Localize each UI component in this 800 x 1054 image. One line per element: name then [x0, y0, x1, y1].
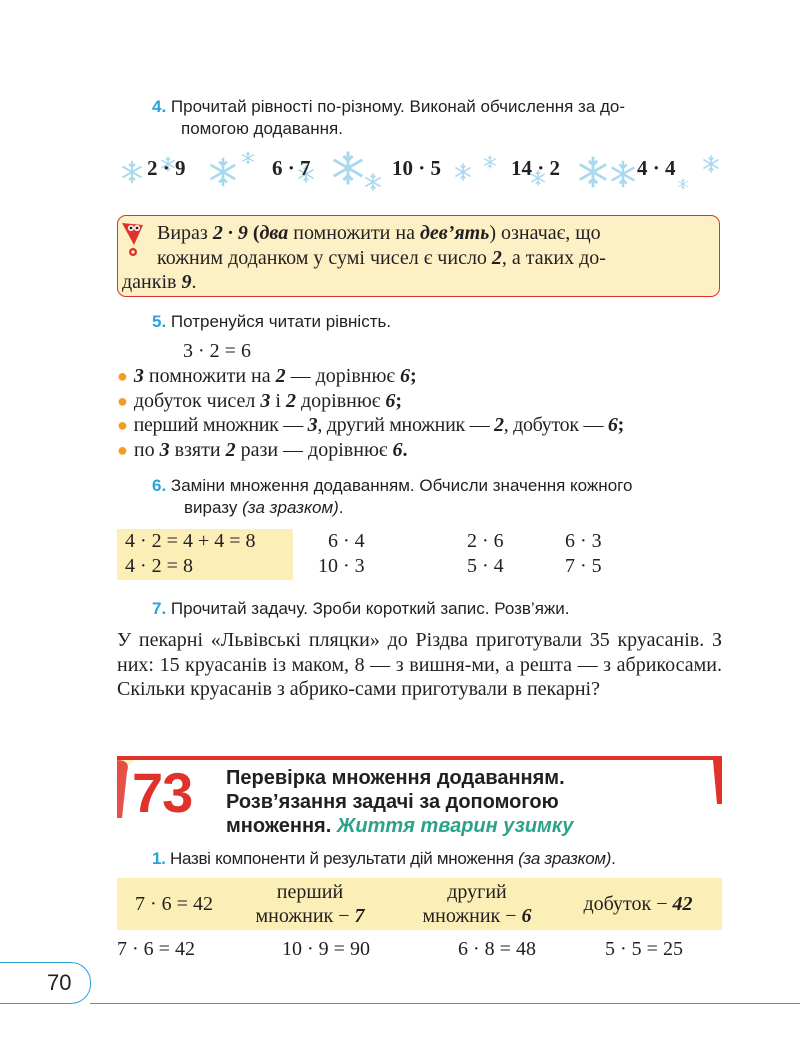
task-number: 4. [152, 97, 167, 116]
expression: 2 · 9 [147, 156, 186, 180]
task-text-line: Прочитай задачу. Зроби короткий запис. Розв’яжи. [170, 599, 570, 618]
expression: 6 · 4 [328, 530, 365, 552]
task-6-text: 6. Заміни множення додаванням. Обчисли значення кожного виразу (за зразком). [152, 476, 633, 517]
page-number-tab [0, 962, 91, 1004]
bullet-item: ● перший множник — 3, другий множник — 2, добуток — 6; [117, 414, 624, 436]
expression: 10 · 9 = 90 [282, 938, 370, 960]
rule-text: Вираз 2 · 9 (два помножити на дев’ять) означає, що кожним доданком у сумі чисел є число 2, а таких до- данків 9. [122, 222, 606, 293]
lesson-subtitle: Життя тварин узимку [336, 815, 574, 837]
task-7-text [152, 598, 570, 620]
equality: 3 · 2 = 6 [183, 340, 251, 362]
bullet-item: ● по 3 взяти 2 рази — дорівнює 6. [117, 439, 408, 461]
lesson-number: 73 [132, 761, 193, 824]
expression: 5 · 5 = 25 [605, 938, 683, 960]
expression: 2 · 6 [467, 530, 504, 552]
word-problem: У пекарні «Львівські пляцки» до Різдва приготували 35 круасанів. З них: 15 круасанів із маком, 8 — з вишня-ми, а решта — з абрикосами. Скільки круасанів з абрико-сами приготували в пекарні? [117, 629, 722, 700]
task-1-text: 1. Назві компоненти й результати дій множення (за зразком). [152, 849, 616, 868]
hint-text: (за зразком) [242, 498, 339, 517]
task-text-line: Потренуйся читати рівність. [170, 312, 392, 331]
expression: 7 · 5 [565, 555, 602, 577]
sample-expression: 4 · 2 = 8 [125, 555, 193, 577]
bullet-item: ● 3 помножити на 2 — дорівнює 6; [117, 365, 417, 387]
expression: 7 · 6 = 42 [117, 938, 195, 960]
task-text-line: Заміни множення додаванням. Обчисли значення кожного [170, 476, 633, 495]
expression: 6 · 7 [272, 156, 311, 180]
expression: 10 · 5 [392, 156, 442, 180]
task-number: 1. [152, 849, 166, 868]
expression: 4 · 4 [637, 156, 676, 180]
table-equation: 7 · 6 = 42 [135, 893, 213, 915]
sample-expression: 4 · 2 = 4 + 4 = 8 [125, 530, 256, 552]
bullet-item: ● добуток чисел 3 і 2 дорівнює 6; [117, 390, 403, 412]
lesson-title: Перевірка множення додаванням. Розв’язання задачі за допомогою множення. Життя тварин узимку [226, 767, 574, 837]
rule-box [117, 215, 720, 297]
hint-text: (за зразком) [518, 849, 612, 868]
task-number: 5. [152, 312, 167, 331]
expression: 10 · 3 [318, 555, 365, 577]
expression: 5 · 4 [467, 555, 504, 577]
task-number: 7. [152, 599, 167, 618]
task-5-text [152, 311, 391, 333]
bottom-divider [90, 1003, 800, 1004]
task-text-line: помогою додавання. [181, 119, 343, 138]
task-text-line: Прочитай рівності по-різному. Виконай обчислення за до- [170, 97, 626, 116]
task-number: 6. [152, 476, 167, 495]
expression: 14 · 2 [511, 156, 561, 180]
expression: 6 · 3 [565, 530, 602, 552]
table-product: добуток − 42 [583, 893, 693, 915]
expression: 6 · 8 = 48 [458, 938, 536, 960]
table-first-factor: перший множник − 7 [255, 881, 365, 927]
table-second-factor: другий множник − 6 [422, 881, 532, 927]
task-4-text [152, 96, 625, 140]
page-number: 70 [47, 970, 72, 995]
sample-table [117, 878, 722, 930]
